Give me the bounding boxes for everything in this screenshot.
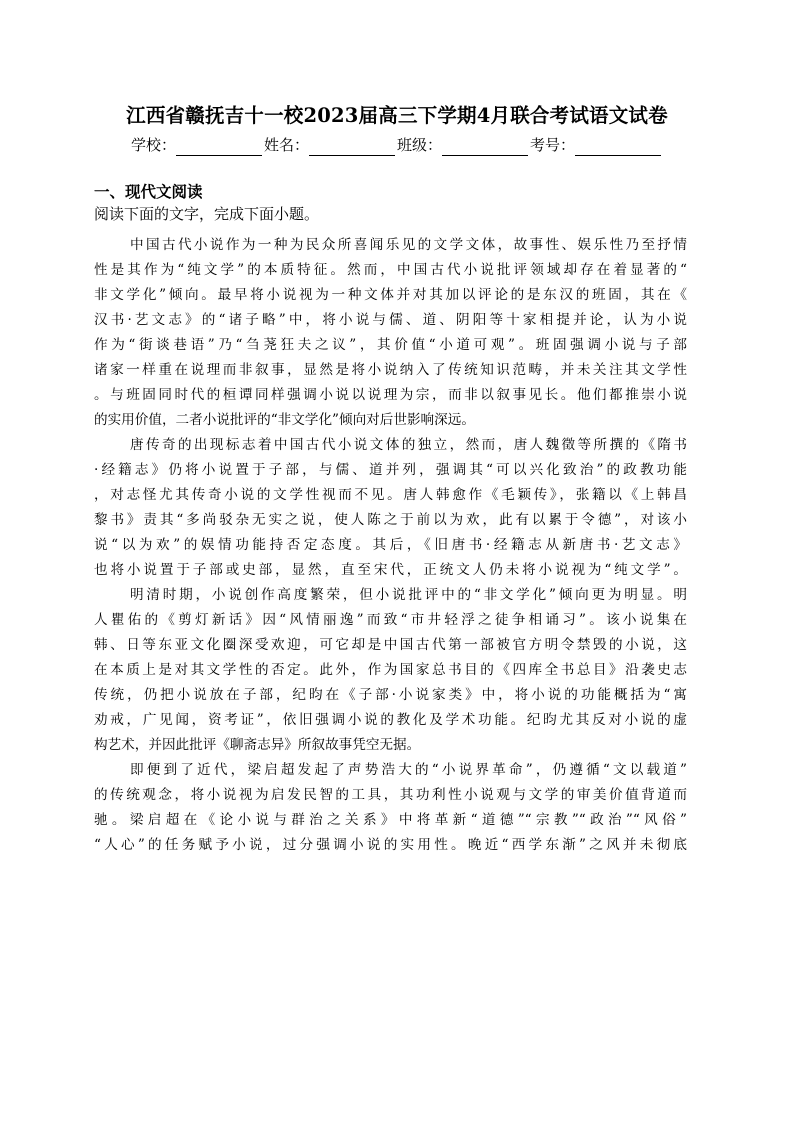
passage-line: 唐传奇的出现标志着中国古代小说文体的独立，然而，唐人魏徵等所撰的《隋书 bbox=[130, 437, 687, 453]
passage-line: 人瞿佑的《剪灯新话》因“风情丽逸”而致“市井轻浮之徒争相诵习”。该小说集在 bbox=[94, 612, 687, 628]
passage-line: 说“以为欢”的娱情功能持否定态度。其后，《旧唐书·经籍志从新唐书·艺文志》 bbox=[94, 537, 687, 553]
passage-line: ，对志怪尤其传奇小说的文学性视而不见。唐人韩愈作《毛颖传》，张籍以《上韩昌 bbox=[94, 487, 687, 503]
exam-number-blank[interactable] bbox=[575, 138, 661, 156]
class-field bbox=[397, 134, 530, 156]
passage-line: 驰。梁启超在《论小说与群治之关系》中将革新“道德”“宗教”“政治”“风俗” bbox=[94, 812, 687, 828]
passage-line: 汉书·艺文志》的“诸子略”中，将小说与儒、道、阴阳等十家相提并论，认为小说 bbox=[94, 312, 687, 328]
section-heading: 一、现代文阅读 bbox=[94, 183, 203, 201]
passage-line: 构艺术，并因此批评《聊斋志异》所叙故事凭空无据。 bbox=[94, 737, 421, 753]
passage-line: 劝戒，广见闻，资考证”，依旧强调小说的教化及学术功能。纪昀尤其反对小说的虚 bbox=[94, 712, 687, 728]
exam-title: 江西省赣抚吉十一校2023届高三下学期4月联合考试语文试卷 bbox=[126, 104, 668, 127]
passage-line: 。与班固同时代的桓谭同样强调小说以说理为宗，而非以叙事见长。他们都推崇小说 bbox=[94, 387, 687, 403]
name-label: 姓名： bbox=[263, 136, 309, 154]
school-label: 学校： bbox=[130, 136, 176, 154]
student-info-line bbox=[0, 134, 794, 156]
passage-line: 在本质上是对其文学性的否定。此外，作为国家总书目的《四库全书总目》沿袭史志 bbox=[94, 662, 687, 678]
passage-line: 传统，仍把小说放在子部，纪昀在《子部·小说家类》中，将小说的功能概括为“寓 bbox=[94, 687, 687, 703]
school-blank[interactable] bbox=[176, 138, 262, 156]
class-label: 班级： bbox=[397, 136, 443, 154]
passage-line: 的传统观念，将小说视为启发民智的工具，其功利性小说观与文学的审美价值背道而 bbox=[94, 787, 687, 803]
passage-line: 黎书》责其“多尚驳杂无实之说，使人陈之于前以为欢，此有以累于令德”，对该小 bbox=[94, 512, 687, 528]
exam-number-field bbox=[530, 134, 663, 156]
passage-line: 韩、日等东亚文化圈深受欢迎，可它却是中国古代第一部被官方明令禁毁的小说，这 bbox=[94, 637, 687, 653]
passage-line: ·经籍志》仍将小说置于子部，与儒、道并列，强调其“可以兴化致治”的政教功能 bbox=[94, 462, 687, 478]
exam-number-label: 考号： bbox=[530, 136, 576, 154]
passage-line: 的实用价值，二者小说批评的“非文学化”倾向对后世影响深远。 bbox=[94, 412, 475, 428]
passage-line: 中国古代小说作为一种为民众所喜闻乐见的文学文体，故事性、娱乐性乃至抒情 bbox=[130, 237, 687, 253]
school-field bbox=[131, 134, 264, 156]
passage-line: 诸家一样重在说理而非叙事，显然是将小说纳入了传统知识范畴，并未关注其文学性 bbox=[94, 362, 687, 378]
passage-line: “人心”的任务赋予小说，过分强调小说的实用性。晚近“西学东渐”之风并未彻底 bbox=[94, 837, 687, 853]
name-blank[interactable] bbox=[309, 138, 395, 156]
passage-line: 明清时期，小说创作高度繁荣，但小说批评中的“非文学化”倾向更为明显。明 bbox=[130, 587, 687, 603]
passage-line: 也将小说置于子部或史部，显然，直至宋代，正统文人仍未将小说视为“纯文学”。 bbox=[94, 562, 687, 578]
passage-line: 即便到了近代，梁启超发起了声势浩大的“小说界革命”，仍遵循“文以载道” bbox=[130, 762, 687, 778]
passage-line: 性是其作为“纯文学”的本质特征。然而，中国古代小说批评领域却存在着显著的“ bbox=[94, 262, 687, 278]
name-field bbox=[264, 134, 397, 156]
class-blank[interactable] bbox=[442, 138, 528, 156]
reading-instruction: 阅读下面的文字，完成下面小题。 bbox=[94, 205, 320, 223]
passage-line: 作为“街谈巷语”乃“刍荛狂夫之议”，其价值“小道可观”。班固强调小说与子部 bbox=[94, 337, 687, 353]
passage-line: 非文学化”倾向。最早将小说视为一种文体并对其加以评论的是东汉的班固，其在《 bbox=[94, 287, 687, 303]
